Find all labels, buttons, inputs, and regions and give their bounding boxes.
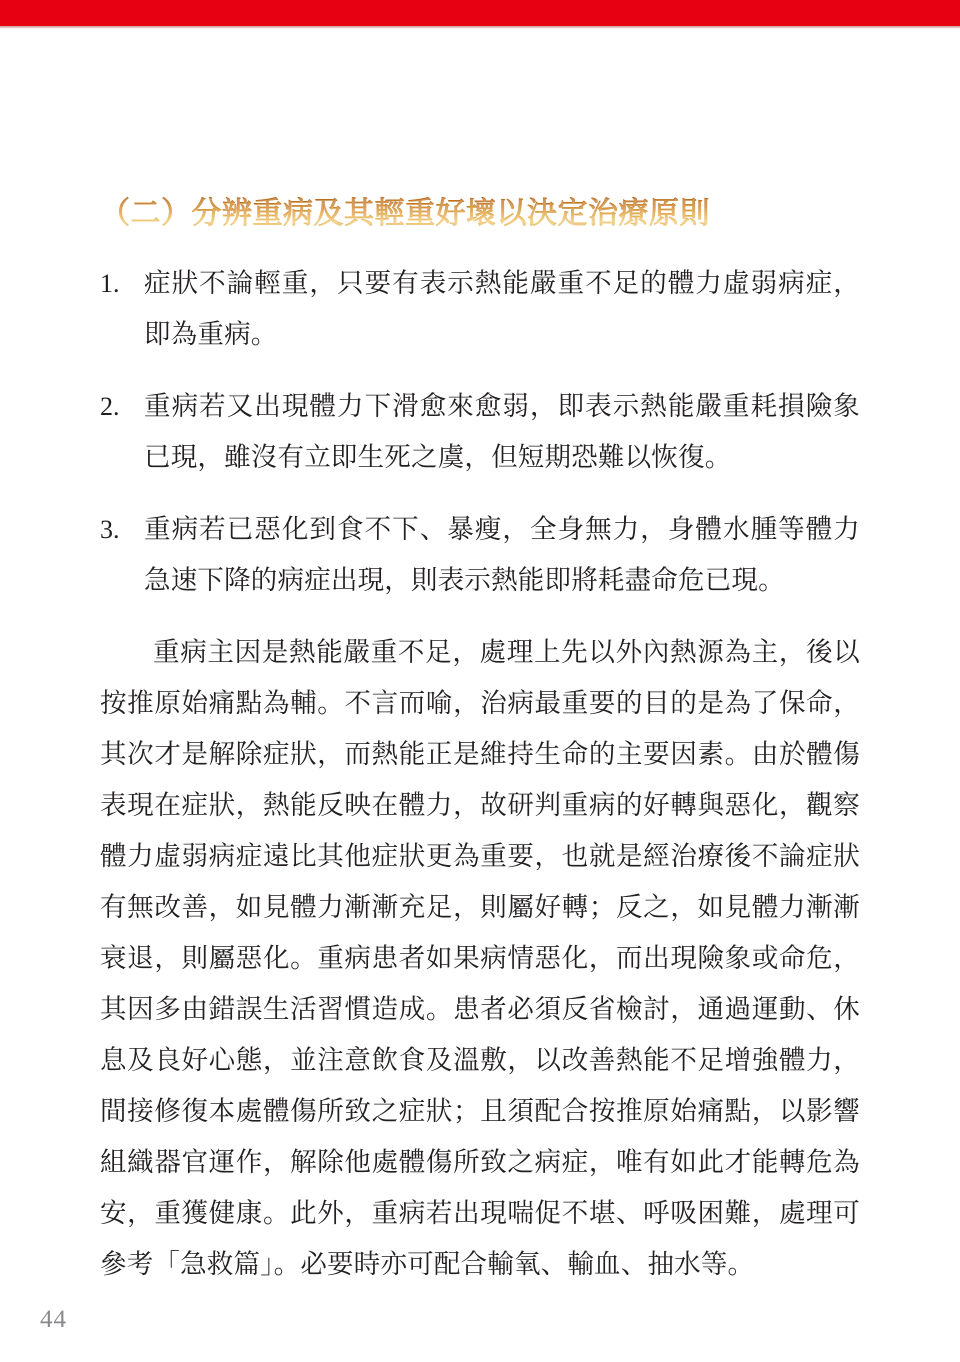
body-paragraph: 重病主因是熱能嚴重不足，處理上先以外內熱源為主，後以按推原始痛點為輔。不言而喻，治病最重要的目的是為了保命，其次才是解除症狀，而熱能正是維持生命的主要因素。由於體傷表現在症狀，熱能反映在體力，故研判重病的好轉與惡化，觀察體力虛弱病症遠比其他症狀更為重要，也就是經治療後不論症狀有無改善，如見體力漸漸充足，則屬好轉；反之，如見體力漸漸衰退，則屬惡化。重病患者如果病情惡化，而出現險象或命危，其因多由錯誤生活習慣造成。患者必須反省檢討，通過運動、休息及良好心態，並注意飲食及溫敷，以改善熱能不足增強體力，間接修復本處體傷所致之症狀；且須配合按推原始痛點，以影響組織器官運作，解除他處體傷所致之病症，唯有如此才能轉危為安，重獲健康。此外，重病若出現喘促不堪、呼吸困難，處理可參考「急救篇」。必要時亦可配合輸氧、輸血、抽水等。 — [100, 637, 860, 1279]
numbered-list — [100, 258, 860, 606]
list-item-text: 重病若已惡化到食不下、暴瘦，全身無力，身體水腫等體力急速下降的病症出現，則表示熱能即將耗盡命危已現。 — [144, 514, 860, 595]
list-item-marker: 3. — [100, 515, 120, 544]
page-content — [100, 196, 860, 1290]
page-number: 44 — [40, 1306, 67, 1333]
list-item-text: 重病若又出現體力下滑愈來愈弱，即表示熱能嚴重耗損險象已現，雖沒有立即生死之虞，但短期恐難以恢復。 — [144, 391, 860, 472]
top-red-band — [0, 0, 960, 26]
list-item-marker: 1. — [100, 269, 120, 298]
list-item-marker: 2. — [100, 392, 120, 421]
top-red-band-shadow — [0, 26, 960, 29]
list-item-text: 症狀不論輕重，只要有表示熱能嚴重不足的體力虛弱病症，即為重病。 — [144, 268, 860, 349]
list-item — [100, 258, 860, 360]
list-item — [100, 381, 860, 483]
list-item — [100, 504, 860, 606]
section-heading: （二）分辨重病及其輕重好壞以決定治療原則 — [100, 196, 860, 232]
